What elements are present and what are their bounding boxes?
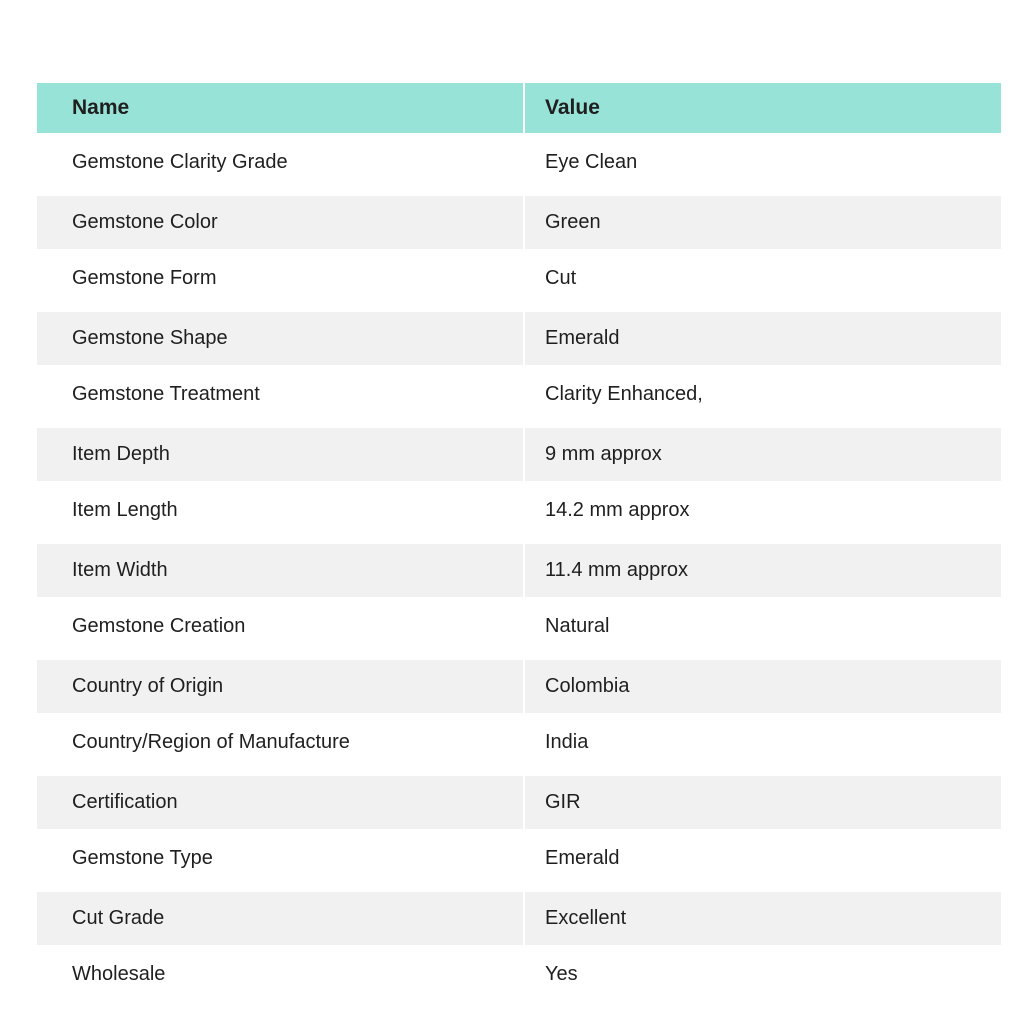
spec-name-cell: Gemstone Type bbox=[72, 846, 213, 869]
spec-name-cell: Gemstone Shape bbox=[37, 307, 523, 365]
spec-name-cell: Gemstone Treatment bbox=[72, 382, 260, 405]
spec-row bbox=[37, 713, 1001, 771]
spec-row bbox=[37, 423, 1001, 481]
spec-row bbox=[37, 481, 1001, 539]
spec-name-cell: Item Length bbox=[72, 498, 178, 521]
spec-row bbox=[37, 655, 1001, 713]
spec-value-cell: Natural bbox=[545, 614, 610, 637]
spec-row bbox=[37, 307, 1001, 365]
spec-value-cell: Yes bbox=[545, 962, 578, 985]
spec-value-cell: GIR bbox=[525, 771, 1001, 829]
spec-name-cell: Wholesale bbox=[72, 962, 166, 985]
spec-row bbox=[37, 771, 1001, 829]
spec-row bbox=[37, 365, 1001, 423]
spec-row bbox=[37, 945, 1001, 1003]
spec-row bbox=[37, 249, 1001, 307]
spec-row bbox=[37, 191, 1001, 249]
spec-name-cell: Item Width bbox=[37, 539, 523, 597]
spec-value-cell: Clarity Enhanced, bbox=[545, 382, 703, 405]
spec-value-cell: Cut bbox=[545, 266, 577, 289]
header-name-cell: Name bbox=[37, 83, 523, 133]
spec-value-cell: 9 mm approx bbox=[525, 423, 1001, 481]
spec-name-cell: Gemstone Clarity Grade bbox=[72, 150, 288, 173]
spec-value-cell: Colombia bbox=[525, 655, 1001, 713]
spec-value-cell: Green bbox=[525, 191, 1001, 249]
spec-name-cell: Country/Region of Manufacture bbox=[72, 730, 350, 753]
spec-value-cell: India bbox=[545, 730, 589, 753]
table-header-row bbox=[37, 83, 1001, 133]
spec-value-cell: 11.4 mm approx bbox=[525, 539, 1001, 597]
spec-value-cell: Emerald bbox=[525, 307, 1001, 365]
spec-value-cell: Eye Clean bbox=[545, 150, 638, 173]
spec-value-cell: Excellent bbox=[525, 887, 1001, 945]
spec-row bbox=[37, 133, 1001, 191]
spec-row bbox=[37, 597, 1001, 655]
spec-name-cell: Country of Origin bbox=[37, 655, 523, 713]
spec-row bbox=[37, 829, 1001, 887]
spec-name-cell: Gemstone Creation bbox=[72, 614, 246, 637]
spec-name-cell: Cut Grade bbox=[37, 887, 523, 945]
header-value-cell: Value bbox=[525, 83, 1001, 133]
spec-name-cell: Certification bbox=[37, 771, 523, 829]
spec-name-cell: Item Depth bbox=[37, 423, 523, 481]
item-specifics-table bbox=[37, 83, 1001, 1003]
spec-value-cell: 14.2 mm approx bbox=[545, 498, 690, 521]
spec-value-cell: Emerald bbox=[545, 846, 620, 869]
spec-row bbox=[37, 539, 1001, 597]
spec-name-cell: Gemstone Color bbox=[37, 191, 523, 249]
spec-row bbox=[37, 887, 1001, 945]
spec-name-cell: Gemstone Form bbox=[72, 266, 217, 289]
